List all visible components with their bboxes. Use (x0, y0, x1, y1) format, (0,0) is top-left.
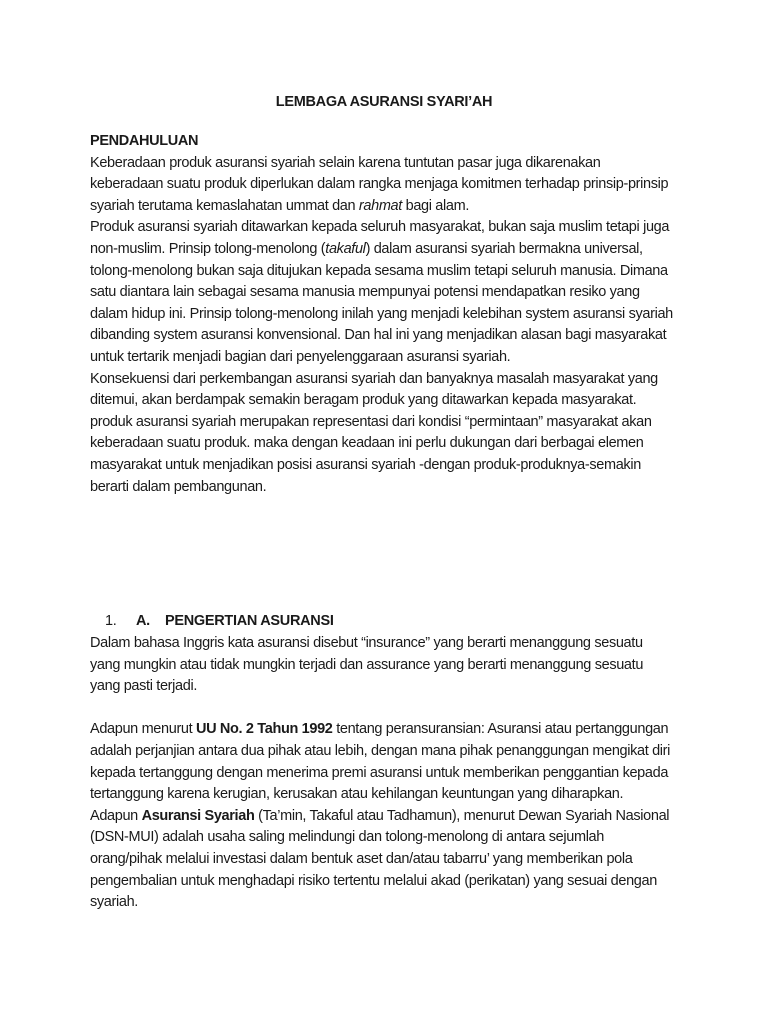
italic-text: takaful (325, 240, 366, 257)
text-line (90, 153, 673, 175)
text-line (90, 892, 670, 914)
text-segment: Konsekuensi dari perkembangan asuransi syariah dan banyaknya masalah masyarakat yang (90, 370, 658, 387)
text-line (90, 477, 673, 499)
text-line (90, 806, 670, 828)
text-segment: kepada tertanggung dengan menerima premi asuransi untuk memberikan penggantian kepada (90, 764, 669, 781)
text-segment: keberadaan suatu produk diperlukan dalam rangka menjaga komitmen terhadap prinsip-prinsip (90, 176, 669, 193)
text-segment: Dalam bahasa Inggris kata asuransi disebut “insurance” yang berarti menanggung sesuatu (90, 635, 643, 651)
section-title: PENGERTIAN ASURANSI (165, 613, 334, 629)
text-line (90, 217, 673, 239)
italic-text: rahmat (358, 197, 402, 214)
text-segment: Keberadaan produk asuransi syariah selain karena tuntutan pasar juga dikarenakan (90, 154, 601, 171)
text-line (90, 633, 670, 655)
text-segment: (DSN-MUI) adalah usaha saling melindungi dan tolong-menolong di antara sejumlah (90, 829, 604, 846)
text-segment: satu diantara lain sebagai sesama manusia mempunyai potensi mendapatkan resiko yang (90, 284, 640, 301)
section-heading (105, 611, 334, 633)
text-segment: pengembalian untuk menghadapi risiko tertentu melalui akad (perikatan) yang sesuai dengan (90, 872, 657, 889)
intro-paragraph (90, 153, 673, 499)
text-line (90, 433, 673, 455)
text-segment: berarti dalam pembangunan. (90, 478, 267, 495)
text-segment: Adapun (90, 807, 142, 824)
text-segment: untuk tertarik menjadi bagian dari penyelenggaraan asuransi syariah. (90, 348, 511, 365)
text-line (90, 261, 673, 283)
text-line (90, 282, 673, 304)
text-segment: Produk asuransi syariah ditawarkan kepada seluruh masyarakat, bukan saja muslim tetapi juga (90, 219, 670, 236)
text-segment: bagi alam. (401, 197, 470, 214)
text-segment: ) dalam asuransi syariah bermakna universal, (365, 240, 643, 257)
text-segment: syariah terutama kemaslahatan ummat dan (90, 197, 359, 214)
text-segment: non-muslim. Prinsip tolong-menolong ( (90, 240, 326, 257)
text-line (90, 412, 673, 434)
text-line (90, 871, 670, 893)
intro-section (90, 131, 673, 498)
definition-section (90, 633, 670, 914)
text-segment: tertanggung karena kerugian, kerusakan atau kehilangan keuntungan yang diharapkan. (90, 786, 624, 803)
text-line (90, 390, 673, 412)
text-segment: syariah. (90, 894, 138, 911)
text-segment: produk asuransi syariah merupakan representasi dari kondisi “permintaan” masyarakat akan (90, 413, 652, 430)
section-number: 1. (105, 613, 117, 629)
bold-text: Asuransi Syariah (141, 807, 255, 824)
text-line (90, 239, 673, 261)
definition-paragraph (90, 633, 670, 914)
text-segment: ditemui, akan berdampak semakin beragam produk yang ditawarkan kepada masyarakat. (90, 392, 637, 409)
text-segment: orang/pihak melalui investasi dalam bentuk aset dan/atau tabarru’ yang memberikan pola (90, 850, 633, 867)
text-segment: tolong-menolong bukan saja ditujukan kepada sesama muslim tetapi seluruh manusia. Dimana (90, 262, 668, 279)
text-line (90, 369, 673, 391)
text-line (90, 698, 670, 720)
text-segment: (Ta’min, Takaful atau Tadhamun), menurut Dewan Syariah Nasional (254, 807, 670, 824)
text-line (90, 655, 670, 677)
text-line (90, 763, 670, 785)
text-segment: yang pasti terjadi. (90, 678, 197, 695)
text-segment: dalam hidup ini. Prinsip tolong-menolong inilah yang menjadi kelebihan system asuransi syariah (90, 305, 673, 322)
text-line (90, 304, 673, 326)
text-line (90, 174, 673, 196)
intro-heading: PENDAHULUAN (90, 133, 199, 149)
text-line (90, 676, 670, 698)
text-line (90, 849, 670, 871)
section-letter: A. (136, 613, 150, 629)
document-title: LEMBAGA ASURANSI SYARI’AH (275, 94, 493, 110)
text-line (90, 347, 673, 369)
text-line (90, 784, 670, 806)
text-segment: keberadaan suatu produk. maka dengan keadaan ini perlu dukungan dari berbagai elemen (90, 435, 644, 452)
text-segment: dibanding system asuransi konvensional. Dan hal ini yang menjadikan alasan bagi masyarakat (90, 327, 667, 344)
text-segment: tentang peransuransian: Asuransi atau pertanggungan (332, 721, 669, 738)
text-segment: masyarakat untuk menjadikan posisi asuransi syariah -dengan produk-produknya-semakin (90, 456, 641, 473)
text-segment: Adapun menurut (90, 721, 196, 738)
text-line (90, 827, 670, 849)
text-line (90, 325, 673, 347)
text-segment: adalah perjanjian antara dua pihak atau lebih, dengan mana pihak penanggungan mengikat diri (90, 742, 671, 759)
text-line (90, 455, 673, 477)
text-line (90, 719, 670, 741)
bold-text: UU No. 2 Tahun 1992 (196, 721, 333, 738)
text-segment: yang mungkin atau tidak mungkin terjadi dan assurance yang berarti menanggung sesuatu (90, 656, 644, 673)
text-line (90, 741, 670, 763)
text-line (90, 196, 673, 218)
